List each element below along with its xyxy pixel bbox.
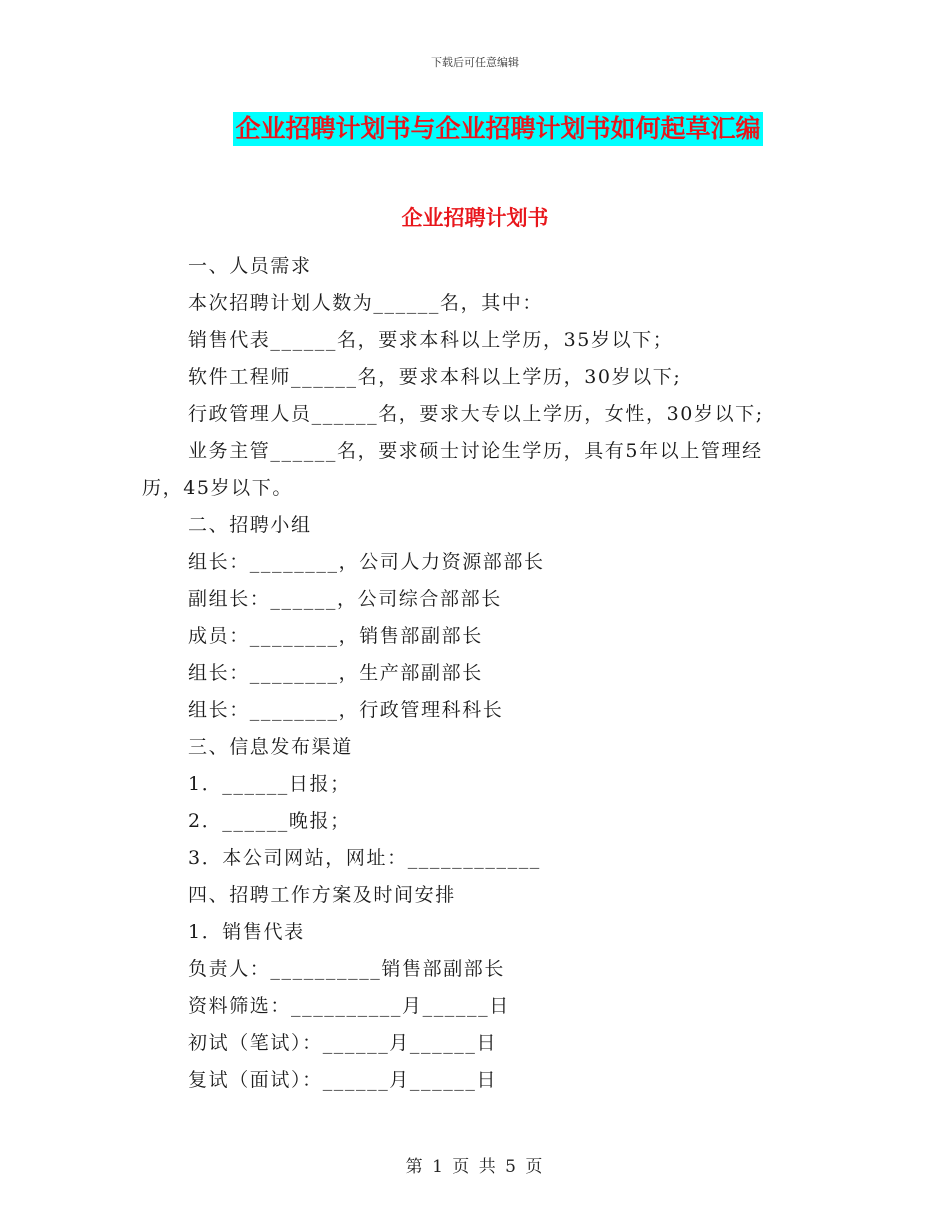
paragraph-line: 行政管理人员______名，要求大专以上学历，女性，30岁以下;: [188, 403, 764, 425]
paragraph-line-continuation: 历，45岁以下。: [142, 477, 293, 499]
paragraph-line: 业务主管______名，要求硕士讨论生学历，具有5年以上管理经: [188, 440, 763, 462]
header-note: 下载后可任意编辑: [431, 56, 519, 69]
page-footer: 第 1 页 共 5 页: [405, 1157, 545, 1177]
paragraph-line: 本次招聘计划人数为______名，其中：: [188, 292, 544, 314]
heading-recruitment-team: 二、招聘小组: [188, 514, 312, 536]
paragraph-line: 3．本公司网站，网址：____________: [188, 847, 541, 869]
paragraph-line: 组长：________，生产部副部长: [188, 662, 483, 684]
paragraph-line: 成员：________，销售部副部长: [188, 625, 483, 647]
main-title: 企业招聘计划书与企业招聘计划书如何起草汇编: [233, 112, 762, 146]
paragraph-line: 初试（笔试）：______月______日: [188, 1032, 498, 1054]
document-body: [142, 248, 802, 1099]
paragraph-line: 1．______日报；: [188, 773, 351, 795]
paragraph-line: 2．______晚报；: [188, 810, 351, 832]
paragraph-line: 负责人：__________销售部副部长: [188, 958, 506, 980]
heading-personnel-needs: 一、人员需求: [188, 255, 312, 277]
main-title-container: [0, 112, 950, 146]
paragraph-line: 副组长：______，公司综合部部长: [188, 588, 502, 610]
paragraph-line: 组长：________，公司人力资源部部长: [188, 551, 545, 573]
heading-publishing-channels: 三、信息发布渠道: [188, 736, 353, 758]
paragraph-line: 组长：________，行政管理科科长: [188, 699, 504, 721]
section-title: 企业招聘计划书: [401, 206, 549, 230]
paragraph-line: 资料筛选：__________月______日: [188, 995, 510, 1017]
paragraph-line: 销售代表______名，要求本科以上学历，35岁以下；: [188, 329, 674, 351]
paragraph-line: 1．销售代表: [188, 921, 305, 943]
paragraph-line: 复试（面试）：______月______日: [188, 1069, 498, 1091]
paragraph-line: 软件工程师______名，要求本科以上学历，30岁以下;: [188, 366, 682, 388]
heading-schedule: 四、招聘工作方案及时间安排: [188, 884, 456, 906]
